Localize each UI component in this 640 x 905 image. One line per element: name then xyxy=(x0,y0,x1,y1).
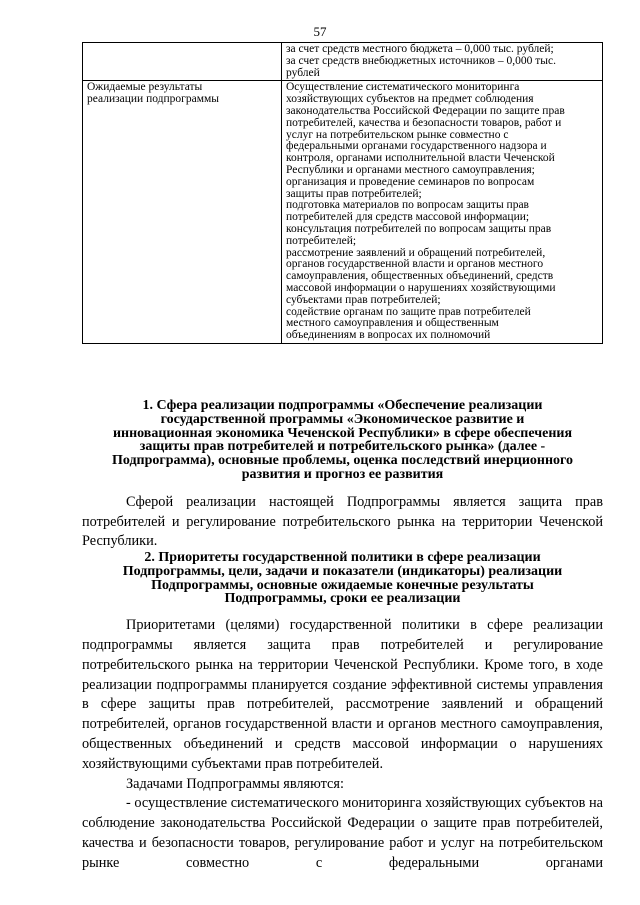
heading-line: защиты прав потребителей и потребительского рынка» (далее - xyxy=(139,439,546,455)
cell-line: потребителей для средств массовой информации; xyxy=(286,211,530,224)
cell-line: субъектами прав потребителей; xyxy=(286,293,441,306)
cell-line: консультация потребителей по вопросам защиты прав xyxy=(286,222,552,235)
cell-line: органов государственной власти и органов местного xyxy=(286,258,544,271)
heading-line: инновационная экономика Чеченской Республики» в сфере обеспечения xyxy=(112,425,573,441)
heading-line: Подпрограммы, сроки ее реализации xyxy=(224,591,461,607)
row-value xyxy=(282,43,603,81)
heading-line: Подпрограмма), основные проблемы, оценка последствий инерционного xyxy=(111,453,574,469)
cell-line: рассмотрение заявлений и обращений потребителей, xyxy=(286,246,546,259)
label-line: реализации подпрограммы xyxy=(87,93,220,106)
cell-line: законодательства Российской Федерации по защите прав xyxy=(286,104,565,117)
cell-line: услуг на потребительском рынке совместно с xyxy=(286,128,509,141)
table-row xyxy=(83,81,603,344)
cell-line: массовой информации о нарушениях хозяйствующими xyxy=(286,281,556,294)
heading-line: 2. Приоритеты государственной политики в сфере реализации xyxy=(144,550,541,565)
subprogram-passport-table xyxy=(82,42,603,344)
cell-line: местного самоуправления и общественным xyxy=(286,317,499,330)
cell-line: потребителей; xyxy=(286,234,357,247)
row-value xyxy=(282,81,603,344)
section-1-heading xyxy=(82,399,603,482)
cell-line: организация и проведение семинаров по вопросам xyxy=(286,175,535,188)
section-2 xyxy=(82,551,603,874)
section-1 xyxy=(82,399,603,552)
cell-line: Осуществление систематического мониторинга xyxy=(286,81,520,94)
cell-line: рублей xyxy=(286,66,320,79)
cell-line: федеральными органами государственного надзора и xyxy=(286,140,547,153)
cell-line: Республики и органами местного самоуправления; xyxy=(286,163,535,176)
section-1-paragraph: Сферой реализации настоящей Подпрограммы является защита прав потребителей и регулирование потребительского рынка на территории Чеченской Республики. xyxy=(82,493,603,550)
row-label xyxy=(83,81,282,344)
page-number: 57 xyxy=(313,24,327,39)
cell-line: объединениям в вопросах их полномочий xyxy=(286,329,491,342)
label-line: Ожидаемые результаты xyxy=(87,81,203,94)
row-label xyxy=(83,43,282,81)
cell-line: хозяйствующих субъектов на предмет соблюдения xyxy=(286,93,534,106)
section-2-heading xyxy=(82,551,603,606)
cell-line: контроля, органами исполнительной власти Чеченской xyxy=(286,152,555,165)
cell-line: за счет средств местного бюджета – 0,000 тыс. рублей; xyxy=(286,43,554,55)
section-2-paragraph: Приоритетами (целями) государственной политики в сфере реализации подпрограммы является защита прав потребителей и регулирование потребительского рынка на территории Чеченской Республики. Кроме того, в ходе реализации подпрограммы планируется создание эффективной системы управления в сфере защиты прав потребителей, рассмотрение заявлений и обращений потребителей, органов государственной власти и органов местного самоуправления, общественных объединений и средств массовой информации о нарушениях хозяйствующими субъектами прав потребителей. xyxy=(82,617,603,772)
cell-line: защиты прав потребителей; xyxy=(286,187,422,200)
cell-line: содействие органам по защите прав потребителей xyxy=(286,305,531,318)
table-row xyxy=(83,43,603,81)
cell-line: потребителей, качества и безопасности товаров, работ и xyxy=(286,116,562,129)
heading-line: развития и прогноз ее развития xyxy=(241,466,444,482)
cell-line: самоуправления, общественных объединений, средств xyxy=(286,270,554,283)
tasks-intro: Задачами Подпрограммы являются: xyxy=(126,775,344,792)
heading-line: Подпрограммы, основные ожидаемые конечные результаты xyxy=(151,577,534,593)
heading-line: 1. Сфера реализации подпрограммы «Обеспечение реализации xyxy=(142,398,543,413)
heading-line: государственной программы «Экономическое развитие и xyxy=(160,411,525,427)
task-item: - осуществление систематического мониторинга хозяйствующих субъектов на соблюдение законодательства Российской Федерации о защите прав потребителей, качества и безопасности товаров, регулирование работ и услуг на потребительском рынке совместно с федеральными органами xyxy=(82,795,604,871)
cell-line: подготовка материалов по вопросам защиты прав xyxy=(286,199,529,212)
heading-line: Подпрограммы, цели, задачи и показатели (индикаторы) реализации xyxy=(122,563,563,579)
cell-line: за счет средств внебюджетных источников – 0,000 тыс. xyxy=(286,54,556,67)
